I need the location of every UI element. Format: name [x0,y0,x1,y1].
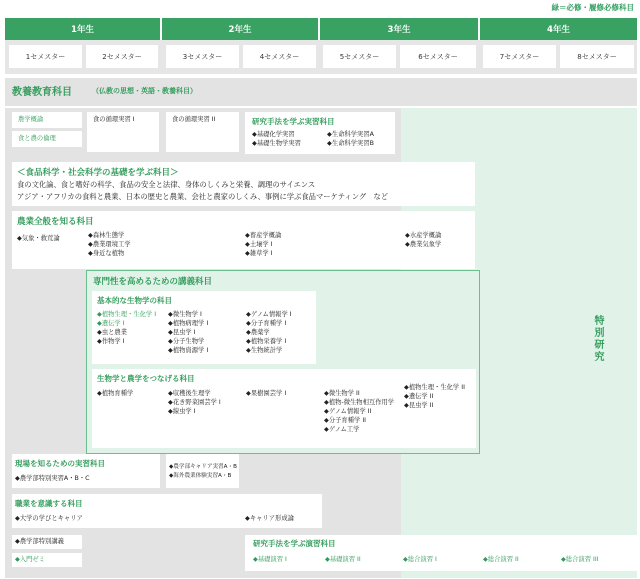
list-item: ◆遺伝学 II [404,393,434,400]
career-box [12,494,322,528]
list-item: ◆線虫学 I [168,408,196,415]
list-item: ◆畜産学概論 [245,232,282,239]
list-item: ◆植物資源学 I [168,347,209,354]
list-item: ◆植物育種学 [97,390,134,397]
list-item: ◆分子育種学 I [246,320,287,327]
tokubetsu-kogi-label: ◆農学部特別講義 [15,538,64,545]
list-item: ◆生命科学実習B [327,140,374,147]
agri-general-box [12,211,475,269]
field-box [12,454,160,488]
specialty-title: 専門性を高めるための講義科目 [93,277,213,287]
list-item: ◆花き野菜園芸学 I [168,399,221,406]
zemi-label: ◆入門ゼミ [15,556,46,563]
food-line-2: アジア・アフリカの食料と農業、日本の歴史と農業、会社と農家のしくみ、事例に学ぶ食品マーケティング など [17,192,389,201]
list-item: ◆植物病理学 I [168,320,209,327]
list-item: ◆農業気象学 [405,241,442,248]
junkan2-box [166,112,239,152]
year-header-4: 4年生 [480,18,637,40]
semester-5: 5セメスター [323,45,396,68]
list-item: ◆農学部特別実習A・B・C [15,475,90,482]
year-header-1: 1年生 [5,18,160,40]
list-item: ◆水産学概論 [405,232,442,239]
list-item: ◆微生物学 II [324,390,360,397]
list-item: ◆農業環境工学 [88,241,131,248]
semester-8: 8セメスター [560,45,634,68]
semester-1: 1セメスター [9,45,82,68]
semester-3: 3セメスター [166,45,239,68]
list-item: ◆昆虫学 I [168,329,196,336]
tokubetsu-kenkyu-label: 特別研究 [592,315,603,363]
research-bottom-box [245,535,637,571]
semester-6: 6セメスター [400,45,476,68]
field-box-2 [166,454,239,488]
list-item: ◆基礎演習 I [253,556,287,563]
bridge-box [92,369,476,448]
list-item: ◆農学部キャリア実習A・B [169,464,237,470]
list-item: ◆収穫後生理学 [168,390,211,397]
list-item: ◆遺伝学 I [97,320,125,327]
nogaku-label: 農学概論 [18,116,44,123]
kyoyo-subtitle: （仏教の思想・英語・教養科目） [92,87,197,95]
list-item: ◆土壌学 I [245,241,273,248]
list-item: ◆海外農業体験実習A・B [169,473,232,479]
basic-biology-box [92,291,316,364]
list-item: ◆総合演習 I [403,556,437,563]
year-header-2: 2年生 [162,18,318,40]
year-header-3: 3年生 [320,18,478,40]
list-item: ◆分子生物学 [168,338,205,345]
list-item: ◆生命科学実習A [327,131,374,138]
list-item: ◆農薬学 [246,329,270,336]
list-item: ◆分子育種学 II [324,417,367,424]
semester-7: 7セメスター [483,45,556,68]
tokubetsu-kogi-box [12,535,82,549]
list-item: ◆基礎化学実習 [252,131,295,138]
shoku-box [12,131,82,147]
food-title: ＜食品科学・社会科学の基礎を学ぶ科目＞ [17,168,179,178]
legend: 緑＝必修・履修必修科目 [551,3,634,12]
list-item: ◆身近な植物 [88,250,125,257]
list-item: ◆作物学 I [97,338,125,345]
list-item: ◆総合演習 II [483,556,519,563]
list-item: ◆植物生理・生化学 I [97,311,157,318]
list-item: ◆総合演習 III [561,556,599,563]
list-item: ◆果樹園芸学 I [246,390,287,397]
list-item: ◆雑草学 I [245,250,273,257]
nogaku-box [12,112,82,128]
research-top-box [245,112,395,154]
shoku-label: 食と農の倫理 [18,135,56,142]
list-item: ◆キャリア形成論 [245,515,294,522]
list-item: ◆基礎演習 II [325,556,361,563]
research-top-title: 研究手法を学ぶ実習科目 [252,117,335,126]
agri-title: 農業全般を知る科目 [17,217,94,227]
junkan2-label: 食の循環実習 II [172,116,216,123]
career-title: 職業を意識する科目 [15,499,83,508]
junkan1-label: 食の循環実習 I [93,116,135,123]
research-bottom-title: 研究手法を学ぶ演習科目 [253,539,336,548]
list-item: ◆大学の学びとキャリア [15,515,83,522]
semester-2: 2セメスター [86,45,158,68]
semester-4: 4セメスター [243,45,316,68]
list-item: ◆気象・救荒論 [17,235,60,242]
list-item: ◆植物生理・生化学 II [404,384,465,391]
food-line-1: 食の文化論、食と嗜好の科学、食品の安全と法律、身体のしくみと栄養、調理のサイエンス [17,180,316,189]
list-item: ◆生物統計学 [246,347,283,354]
zemi-box [12,553,82,567]
kyoyo-title: 教養教育科目 [12,87,72,98]
food-science-box [12,162,475,206]
field-title: 現場を知るための実習科目 [15,459,105,468]
list-item: ◆昆虫学 II [404,402,434,409]
list-item: ◆虫と農業 [97,329,128,336]
list-item: ◆微生物学 I [168,311,202,318]
list-item: ◆森林生態学 [88,232,125,239]
list-item: ◆ゲノム情報学 I [246,311,292,318]
list-item: ◆ゲノム工学 [324,426,360,433]
list-item: ◆植物栄養学 I [246,338,287,345]
bio-title: 基本的な生物学の科目 [97,296,172,305]
junkan1-box [87,112,159,152]
link-title: 生物学と農学をつなげる科目 [97,374,195,383]
list-item: ◆基礎生物学実習 [252,140,301,147]
list-item: ◆植物-微生物相互作用学 [324,399,395,406]
list-item: ◆ゲノム情報学 II [324,408,372,415]
